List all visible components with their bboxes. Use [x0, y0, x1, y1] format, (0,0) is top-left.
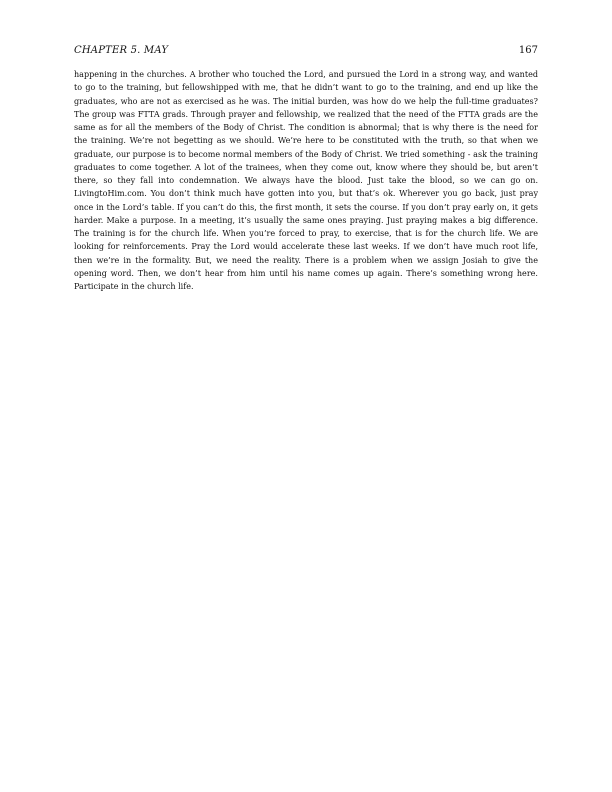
running-header: [74, 44, 538, 58]
chapter-heading: CHAPTER 5. MAY: [74, 45, 169, 56]
body-paragraph: happening in the churches. A brother who touched the Lord, and pursued the Lord in a strong way, and wanted to go to the training, but fellowshipped with me, that he didn’t want to go to the training, and end up like the graduates, who are not as exercised as he was. The initial burden, was how do we help the full-time graduates? The group was FTTA grads. Through prayer and fellowship, we realized that the need of the FTTA grads are the same as for all the members of the Body of Christ. The condition is abnormal; that is why there is the need for the training. We’re not begetting as we should. We’re here to be constituted with the truth, so that when we graduate, our purpose is to become normal members of the Body of Christ. We tried something - ask the training graduates to come together. A lot of the trainees, when they come out, know where they should be, but aren’t there, so they fall into condemnation. We always have the blood. Just take the blood, so we can go on. LivingtoHim.com. You don’t think much have gotten into you, but that’s ok. Wherever you go back, just pray once in the Lord’s table. If you can’t do this, the first month, it sets the course. If you don’t pray early on, it gets harder. Make a purpose. In a meeting, it’s usually the same ones praying. Just praying makes a big difference. The training is for the church life. When you’re forced to pray, to exercise, that is for the church life. We are looking for reinforcements. Pray the Lord would accelerate these last weeks. If we don’t have much root life, then we’re in the formality. But, we need the reality. There is a problem when we assign Josiah to give the opening word. Then, we don’t hear from him until his name comes up again. There’s something wrong here. Participate in the church life.: [74, 70, 538, 291]
page-number: 167: [518, 45, 538, 56]
